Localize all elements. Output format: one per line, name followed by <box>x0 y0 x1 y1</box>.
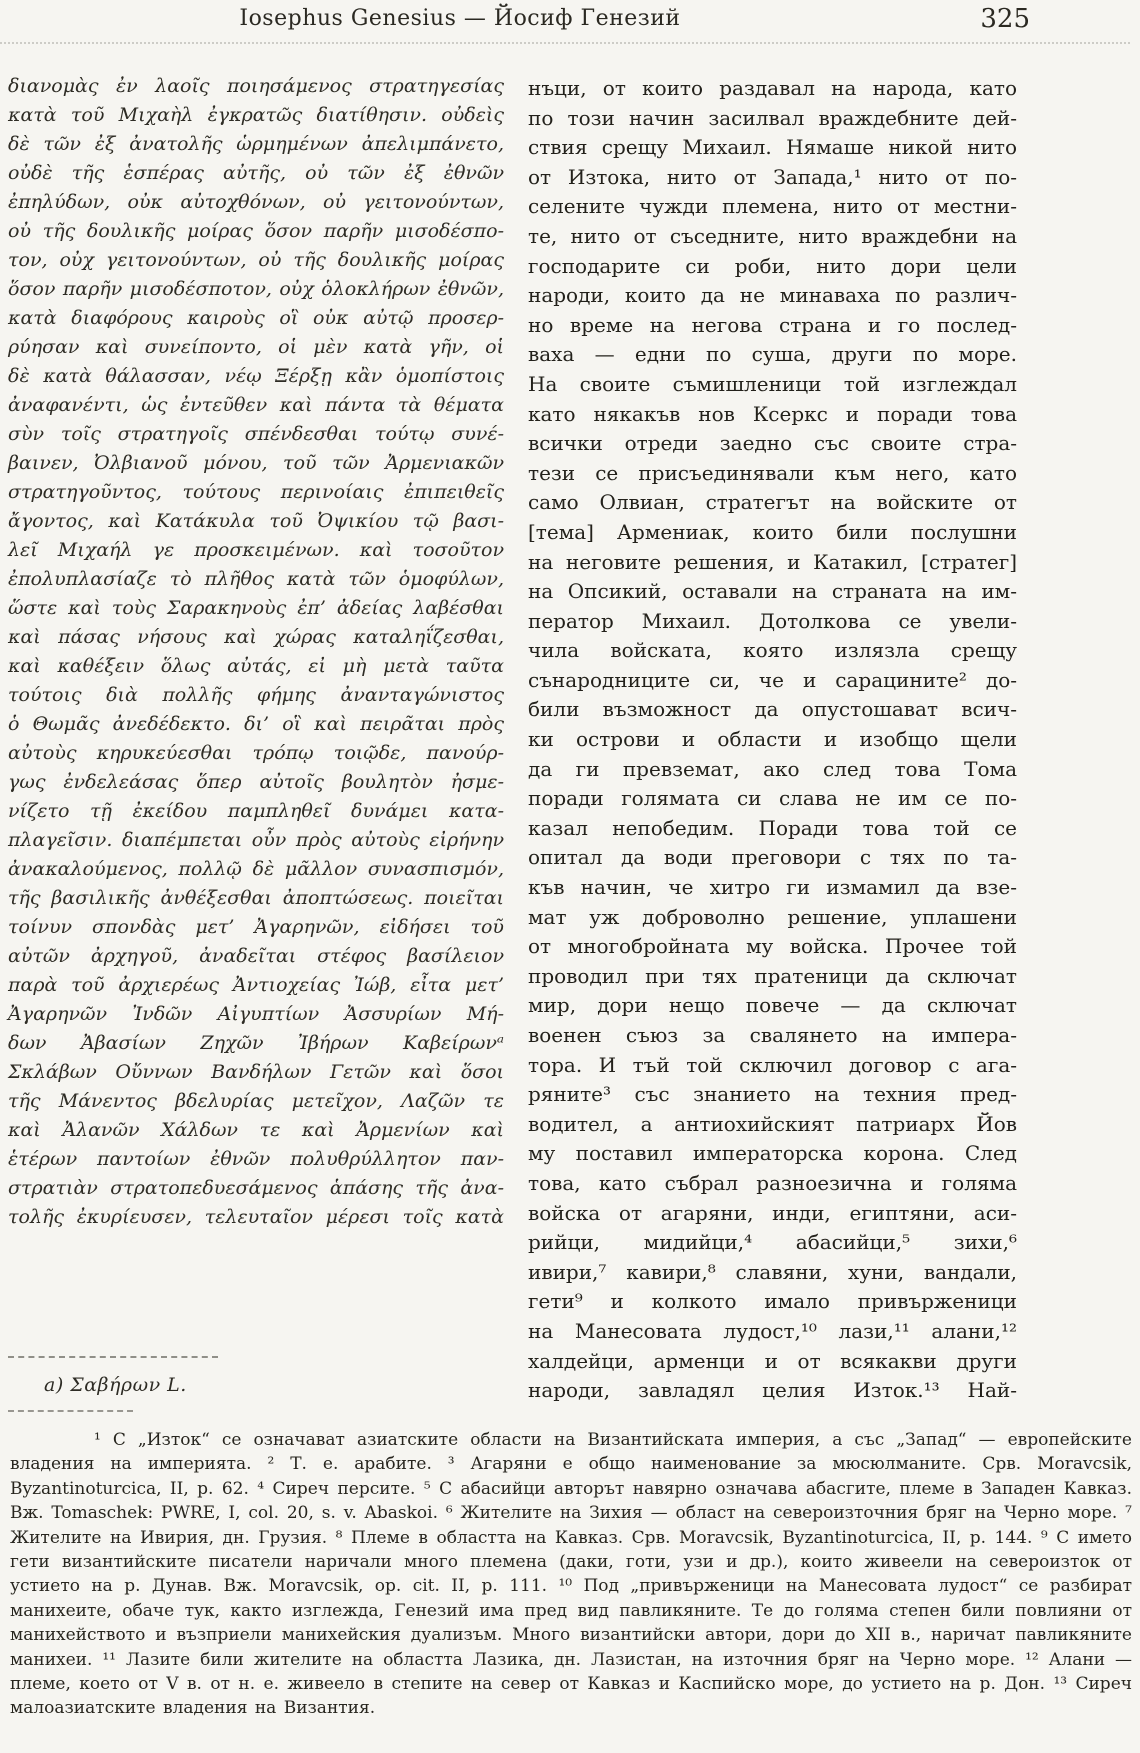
text-line: по този начин засилвал враждебните дей- <box>528 105 1017 130</box>
text-line: καὶ καθέξειν ὅλως αὐτάς, εἰ μὴ μετὰ ταῦτα <box>8 655 504 677</box>
text-line: ἐπηλύδων, οὐκ αὐτοχθόνων, οὐ γειτονούντων, <box>8 191 504 213</box>
text-line: ἑτέρων παντοίων ἐθνῶν πολυθρύλλητον παν- <box>8 1148 504 1170</box>
text-line: проводил при тях пратеници да сключат <box>528 963 1017 988</box>
text-line: опитал да води преговори с тях по та- <box>528 845 1017 870</box>
text-line: τον, οὐχ γειτονούντων, οὐ τῆς δουλικῆς μοίρας <box>8 249 504 271</box>
text-line: ὅσον παρῆν μισοδέσποτον, οὐχ ὁλοκλήρων ἐθνῶν, <box>8 278 504 300</box>
text-line: τολῆς ἐκυρίευσεν, τελευταῖον μέρεσι τοῖς κατὰ <box>8 1206 504 1228</box>
text-line: Ἀγαρηνῶν Ἰνδῶν Αἰγυπτίων Ἀσσυρίων Μή- <box>8 1003 504 1025</box>
bulgarian-translation-column <box>528 74 1017 1406</box>
text-line: τούτοις διὰ πολλῆς φήμης ἀνανταγώνιστος <box>8 684 504 706</box>
running-title: Iosephus Genesius — Йосиф Генезий <box>239 6 681 31</box>
text-line: οὐδὲ τῆς ἑσπέρας αὐτῆς, οὐ τῶν ἐξ ἐθνῶν <box>8 162 504 184</box>
text-line: νίζετο τῇ ἐκείδου παμπληθεῖ δυνάμει κατα- <box>8 800 504 822</box>
apparatus-note: а) Σαβήρων L. <box>44 1374 187 1396</box>
text-line: селените чужди племена, нито от местни- <box>528 194 1017 219</box>
text-line: народи, които да не минаваха по различ- <box>528 283 1017 308</box>
page-number: 325 <box>980 4 1030 34</box>
text-line: да ги превземат, ако след това Тома <box>528 756 1017 781</box>
text-line: ивири,⁷ кавири,⁸ славяни, хуни, вандали, <box>528 1259 1017 1284</box>
text-line: αὐτῶν ἀρχηγοῦ, ἀναδεῖται στέφος βασίλειον <box>8 945 504 967</box>
text-line: мир, дори нещо повече — да сключат <box>528 993 1017 1018</box>
text-line: халдейци, арменци и от всякакви други <box>528 1348 1017 1373</box>
text-line: Σκλάβων Οὔννων Βανδήλων Γετῶν καὶ ὅσοι <box>8 1061 504 1083</box>
text-line: καὶ πάσας νήσους καὶ χώρας καταληΐζεσθαι, <box>8 626 504 648</box>
text-line: На своите съмишленици той изглеждал <box>528 371 1017 396</box>
text-line: ствия срещу Михаил. Нямаше никой нито <box>528 135 1017 160</box>
text-line: ἀνακαλούμενος, πολλῷ δὲ μᾶλλον συνασπισμόν, <box>8 858 504 880</box>
text-line: ἀναφανέντι, ὡς ἐντεῦθεν καὶ πάντα τὰ θέματα <box>8 394 504 416</box>
text-line: αὐτοὺς κηρυκεύεσθαι τρόπῳ τοιῷδε, πανούρ- <box>8 742 504 764</box>
text-line: но време на негова страна и го послед- <box>528 312 1017 337</box>
text-line: κατὰ διαφόρους καιροὺς οἳ οὐκ αὐτῷ προσερ- <box>8 307 504 329</box>
text-line: ператор Михаил. Дотолкова се увели- <box>528 608 1017 633</box>
text-line: били възможност да опустошават всич- <box>528 697 1017 722</box>
text-line: ρύησαν καὶ συνείποντο, οἱ μὲν κατὰ γῆν, οἱ <box>8 336 504 358</box>
text-line: това, като събрал разноезична и голяма <box>528 1170 1017 1195</box>
text-line: [тема] Армениак, които били послушни <box>528 519 1017 544</box>
footnotes-block: ¹ С „Изток“ се означават азиатските области на Византийската империя, а със „Запад“ — европейските владения на империята. ² Т. е. арабите. ³ Агаряни е общо наименование за мюсюлманите. Срв. Moravcsik, Byzantinoturcica, II, p. 62. ⁴ Сиреч персите. ⁵ С абасийци авторът навярно означава абасгите, племе в Западен Кавказ. Вж. Tomaschek: PWRE, I, col. 20, s. v. Abaskoi. ⁶ Жителите на Зихия — област на североизточния бряг на Черно море. ⁷ Жителите на Ивирия, дн. Грузия. ⁸ Племе в областта на Кавказ. Срв. Moravcsik, Byzantinoturcica, II, p. 144. ⁹ С името гети византийските писатели наричали много племена (даки, готи, узи и др.), които живеели на североизток от устието на р. Дунав. Вж. Moravcsik, op. cit. II, p. 111. ¹⁰ Под „привърженици на Манесовата лудост“ се разбират манихеите, обаче тук, както изглежда, Генезий има пред вид павликяните. Те до голяма степен били повлияни от манихейството и възприели манихейския дуализъм. Много византийски автори, дори до XII в., наричат павликяните манихеи. ¹¹ Лазите били жителите на областта Лазика, дн. Лазистан, на източния бряг на Черно море. ¹² Алани — племе, което от V в. от н. е. живеело в степите на север от Кавказ и Каспийско море, до устието на р. Дон. ¹³ Сиреч малоазиатските владения на Византия. <box>10 1430 1132 1719</box>
text-line: на Опсикий, оставали на страната на им- <box>528 579 1017 604</box>
text-line: тора. И тъй той сключил договор с ага- <box>528 1052 1017 1077</box>
greek-source-column <box>8 72 504 1232</box>
text-line: рийци, мидийци,⁴ абасийци,⁵ зихи,⁶ <box>528 1230 1017 1255</box>
text-line: на Манесовата лудост,¹⁰ лази,¹¹ алани,¹² <box>528 1318 1017 1343</box>
text-line: ваха — едни по суша, други по море. <box>528 342 1017 367</box>
text-line: като някакъв нов Ксеркс и поради това <box>528 401 1017 426</box>
text-line: βαινεν, Ὀλβιανοῦ μόνου, τοῦ τῶν Ἀρμενιακῶν <box>8 452 504 474</box>
text-line: ἐπολυπλασίαζε τὸ πλῆθος κατὰ τῶν ὁμοφύλων, <box>8 568 504 590</box>
text-line: на неговите решения, и Катакил, [стратег] <box>528 549 1017 574</box>
text-line: παρὰ τοῦ ἀρχιερέως Ἀντιοχείας Ἰώβ, εἶτα μετ’ <box>8 974 504 996</box>
apparatus-rule-bottom <box>8 1410 133 1412</box>
text-line: δων Ἀβασίων Ζηχῶν Ἰβήρων Καβείρωνᵃ <box>8 1032 504 1054</box>
text-line: κατὰ τοῦ Μιχαὴλ ἐγκρατῶς διατίθησιν. οὐδεὶς <box>8 104 504 126</box>
header-rule <box>0 42 1130 44</box>
text-line: войска от агаряни, инди, египтяни, аси- <box>528 1200 1017 1225</box>
text-line: λεῖ Μιχαήλ γε προσκειμένων. καὶ τοσοῦτον <box>8 539 504 561</box>
text-line: τῆς Μάνεντος βδελυρίας μετεῖχον, Λαζῶν τε <box>8 1090 504 1112</box>
text-line: нъци, от които раздавал на народа, като <box>528 76 1017 100</box>
text-line: водител, а антиохийският патриарх Йов <box>528 1111 1017 1136</box>
text-line: от многобройната му войска. Прочее той <box>528 934 1017 959</box>
text-line: гети⁹ и колкото имало привърженици <box>528 1289 1017 1314</box>
text-line: чила войската, която излязла срещу <box>528 638 1017 663</box>
text-line: στρατηγοῦντος, τούτους περινοίαις ἐπιπειθεῖς <box>8 481 504 503</box>
text-line: поради голямата си слава не им се по- <box>528 786 1017 811</box>
text-line: πλαγεῖσιν. διαπέμπεται οὖν πρὸς αὐτοὺς εἰρήνην <box>8 829 504 851</box>
text-line: тези се присъединявали към него, като <box>528 460 1017 485</box>
text-line: му поставил императорска корона. След <box>528 1141 1017 1166</box>
text-line: къв начин, че хитро ги измамил да взе- <box>528 875 1017 900</box>
text-line: военен съюз за свалянето на импера- <box>528 1023 1017 1047</box>
text-line: сънародниците си, че и сарацините² до- <box>528 667 1017 692</box>
text-line: господарите си роби, нито дори цели <box>528 253 1017 278</box>
text-line: τῆς βασιλικῆς ἀνθέξεσθαι ἀποπτώσεως. ποιεῖται <box>8 887 504 909</box>
text-line: ряните³ със знанието на техния пред- <box>528 1082 1017 1107</box>
text-line: от Изтока, нито от Запада,¹ нито от по- <box>528 164 1017 189</box>
text-line: διανομὰς ἐν λαοῖς ποιησάμενος στρατηγεσίας <box>8 75 504 97</box>
page-header <box>0 6 1030 40</box>
text-line: ὥστε καὶ τοὺς Σαρακηνοὺς ἐπ’ ἀδείας λαβέσθαι <box>8 597 504 619</box>
text-line: те, нито от съседните, нито враждебни на <box>528 223 1017 248</box>
text-line: σὺν τοῖς στρατηγοῖς σπένδεσθαι τούτῳ συνέ- <box>8 423 504 445</box>
apparatus-rule-top <box>8 1356 218 1358</box>
text-line: γως ἐνδελεάσας ὅπερ αὐτοῖς βουλητὸν ἠσμε- <box>8 771 504 793</box>
text-line: δὲ κατὰ θάλασσαν, νέῳ Ξέρξῃ κἂν ὁμοπίστοις <box>8 365 504 387</box>
critical-apparatus <box>8 1356 508 1412</box>
text-line: στρατιὰν στρατοπεδυεσάμενος ἁπάσης τῆς ἀνα- <box>8 1177 504 1199</box>
text-line: ἄγοντος, καὶ Κατάκυλα τοῦ Ὀψικίου τῷ βασι- <box>8 510 504 532</box>
text-line: τοίνυν σπονδὰς μετ’ Ἀγαρηνῶν, εἰδήσει τοῦ <box>8 916 504 938</box>
text-line: καὶ Ἀλανῶν Χάλδων τε καὶ Ἀρμενίων καὶ <box>8 1119 504 1141</box>
text-line: казал непобедим. Поради това той се <box>528 815 1017 840</box>
text-line: мат уж доброволно решение, уплашени <box>528 904 1017 929</box>
text-line: ὁ Θωμᾶς ἀνεδέδεκτο. δι’ οἳ καὶ πειρᾶται πρὸς <box>8 713 504 735</box>
text-line: οὐ τῆς δουλικῆς μοίρας ὅσον παρῆν μισοδέσπο- <box>8 220 504 242</box>
text-line: ки острови и области и изобщо щели <box>528 727 1017 752</box>
text-line: всички отреди заедно със своите стра- <box>528 431 1017 456</box>
text-line: само Олвиан, стратегът на войските от <box>528 490 1017 515</box>
text-line: δὲ τῶν ἐξ ἀνατολῆς ὡρμημένων ἀπελιμπάνετο, <box>8 133 504 155</box>
text-line: народи, завладял целия Изток.¹³ Най- <box>528 1378 1017 1403</box>
